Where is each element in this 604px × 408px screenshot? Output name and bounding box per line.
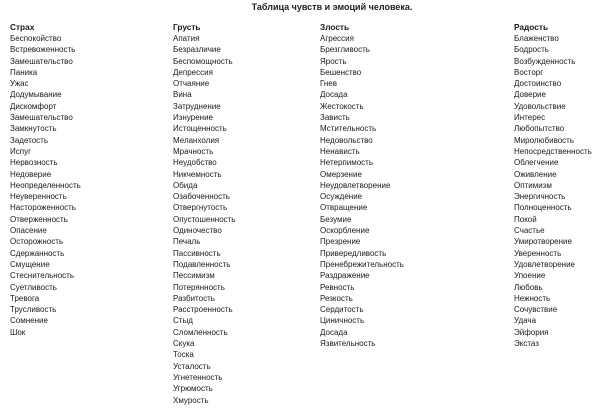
- list-item: Опасение: [10, 226, 47, 236]
- list-item: Любопытство: [514, 124, 565, 134]
- list-item: Сочувствие: [514, 305, 558, 315]
- list-item: Полноценность: [514, 203, 572, 213]
- list-item: Печаль: [173, 237, 201, 247]
- list-item: Удовольствие: [514, 101, 566, 111]
- list-item: Миролюбивость: [514, 135, 575, 145]
- list-item: Доверие: [514, 90, 546, 100]
- list-item: Облегчение: [514, 158, 559, 168]
- emotion-list: [173, 33, 235, 406]
- list-item: Никчемность: [173, 169, 222, 179]
- list-item: Эйфория: [514, 327, 549, 337]
- list-item: Недоверие: [10, 169, 52, 179]
- list-item: Нервозность: [10, 158, 58, 168]
- list-item: Дискомфорт: [10, 101, 57, 111]
- list-item: Ярость: [320, 56, 347, 66]
- list-item: Сомнение: [10, 316, 48, 326]
- list-item: Паника: [10, 67, 38, 77]
- list-item: Экстаз: [514, 339, 539, 349]
- column-heading: Злость: [320, 22, 350, 32]
- list-item: Ужас: [10, 79, 29, 89]
- list-item: Достоинство: [514, 79, 562, 89]
- list-item: Озабоченность: [173, 192, 230, 202]
- list-item: Осуждение: [320, 192, 363, 202]
- list-item: Резкость: [320, 293, 353, 303]
- list-item: Неуверенность: [10, 192, 67, 202]
- list-item: Пренебрежительность: [320, 259, 404, 269]
- list-item: Презрение: [320, 237, 361, 247]
- list-item: Восторг: [514, 67, 544, 77]
- column-anger: [320, 22, 404, 349]
- list-item: Недовольство: [320, 135, 373, 145]
- list-item: Зависть: [320, 113, 350, 123]
- list-item: Уверенность: [514, 248, 562, 258]
- column-sadness: [173, 22, 235, 406]
- list-item: Мрачность: [173, 146, 214, 156]
- list-item: Неудобство: [173, 158, 217, 168]
- list-item: Изнурение: [173, 113, 213, 123]
- list-item: Беспокойство: [10, 34, 62, 43]
- list-item: Отверженность: [10, 214, 68, 224]
- list-item: Разбитость: [173, 293, 215, 303]
- list-item: Бодрость: [514, 45, 549, 55]
- list-item: Скука: [173, 339, 195, 349]
- list-item: Нетерпимость: [320, 158, 374, 168]
- list-item: Истощенность: [173, 124, 227, 134]
- list-item: Нежность: [514, 293, 551, 303]
- list-item: Пассивность: [173, 248, 221, 258]
- list-item: Неопределенность: [10, 180, 81, 190]
- list-item: Отвергнутость: [173, 203, 228, 213]
- list-item: Гнев: [320, 79, 337, 89]
- list-item: Циничность: [320, 316, 365, 326]
- column-joy: [514, 22, 592, 349]
- list-item: Раздражение: [320, 271, 370, 281]
- list-item: Вина: [173, 90, 192, 100]
- emotion-list: [514, 33, 592, 349]
- list-item: Бешенство: [320, 67, 362, 77]
- emotion-list: [10, 33, 81, 338]
- list-item: Мстительность: [320, 124, 377, 134]
- list-item: Привередливость: [320, 248, 387, 258]
- list-item: Отвращение: [320, 203, 368, 213]
- list-item: Любовь: [514, 282, 543, 292]
- list-item: Энергичность: [514, 192, 566, 202]
- list-item: Агрессия: [320, 34, 354, 43]
- list-item: Настороженность: [10, 203, 76, 213]
- list-item: Задетость: [10, 135, 48, 145]
- list-item: Стеснительность: [10, 271, 74, 281]
- list-item: Апатия: [173, 34, 200, 43]
- list-item: Возбужденность: [514, 56, 576, 66]
- page-title: Таблица чувств и эмоций человека.: [251, 2, 413, 12]
- list-item: Смущение: [10, 259, 50, 269]
- list-item: Угрюмость: [173, 384, 213, 394]
- list-item: Замешательство: [10, 113, 73, 123]
- list-item: Подавленность: [173, 259, 231, 269]
- emotion-list: [320, 33, 404, 349]
- list-item: Умиротворение: [514, 237, 572, 247]
- list-item: Меланхолия: [173, 135, 220, 145]
- list-item: Омерзение: [320, 169, 362, 179]
- list-item: Осторожность: [10, 237, 64, 247]
- column-heading: Радость: [514, 22, 549, 32]
- list-item: Удовлетворение: [514, 259, 575, 269]
- list-item: Брезгливость: [320, 45, 370, 55]
- list-item: Одиночество: [173, 226, 222, 236]
- list-item: Потерянность: [173, 282, 225, 292]
- list-item: Покой: [514, 214, 537, 224]
- list-item: Депрессия: [173, 67, 213, 77]
- list-item: Оскорбление: [320, 226, 370, 236]
- list-item: Отчаяние: [173, 79, 210, 89]
- list-item: Язвительность: [320, 339, 376, 349]
- list-item: Суетливость: [10, 282, 57, 292]
- list-item: Испуг: [10, 146, 31, 156]
- list-item: Сдержанность: [10, 248, 65, 258]
- list-item: Счастье: [514, 226, 545, 236]
- list-item: Блаженство: [514, 34, 559, 43]
- list-item: Додумывание: [10, 90, 62, 100]
- list-item: Хмурость: [173, 395, 209, 405]
- list-item: Угнетенность: [173, 372, 223, 382]
- list-item: Замкнутость: [10, 124, 57, 134]
- list-item: Опустошенность: [173, 214, 236, 224]
- list-item: Упоение: [514, 271, 546, 281]
- list-item: Досада: [320, 327, 348, 337]
- column-heading: Грусть: [173, 22, 201, 32]
- list-item: Ненависть: [320, 146, 360, 156]
- list-item: Стыд: [173, 316, 193, 326]
- list-item: Оживление: [514, 169, 557, 179]
- list-item: Интерес: [514, 113, 546, 123]
- list-item: Шок: [10, 327, 26, 337]
- list-item: Непосредственность: [514, 146, 592, 156]
- list-item: Беспомощность: [173, 56, 233, 66]
- list-item: Сломленность: [173, 327, 228, 337]
- list-item: Ревность: [320, 282, 355, 292]
- list-item: Замешательство: [10, 56, 73, 66]
- list-item: Обида: [173, 180, 198, 190]
- list-item: Расстроенность: [173, 305, 233, 315]
- list-item: Безумие: [320, 214, 352, 224]
- list-item: Досада: [320, 90, 348, 100]
- list-item: Жестокость: [320, 101, 364, 111]
- list-item: Тоска: [173, 350, 194, 360]
- list-item: Тревога: [10, 293, 40, 303]
- column-heading: Страх: [10, 22, 35, 32]
- list-item: Пессимизм: [173, 271, 215, 281]
- list-item: Удача: [514, 316, 537, 326]
- list-item: Встревоженность: [10, 45, 76, 55]
- list-item: Усталость: [173, 361, 211, 371]
- column-fear: [10, 22, 81, 338]
- list-item: Сердитость: [320, 305, 364, 315]
- list-item: Трусливость: [10, 305, 57, 315]
- list-item: Оптимизм: [514, 180, 552, 190]
- list-item: Безразличие: [173, 45, 221, 55]
- list-item: Неудовлетворение: [320, 180, 391, 190]
- list-item: Затруднение: [173, 101, 221, 111]
